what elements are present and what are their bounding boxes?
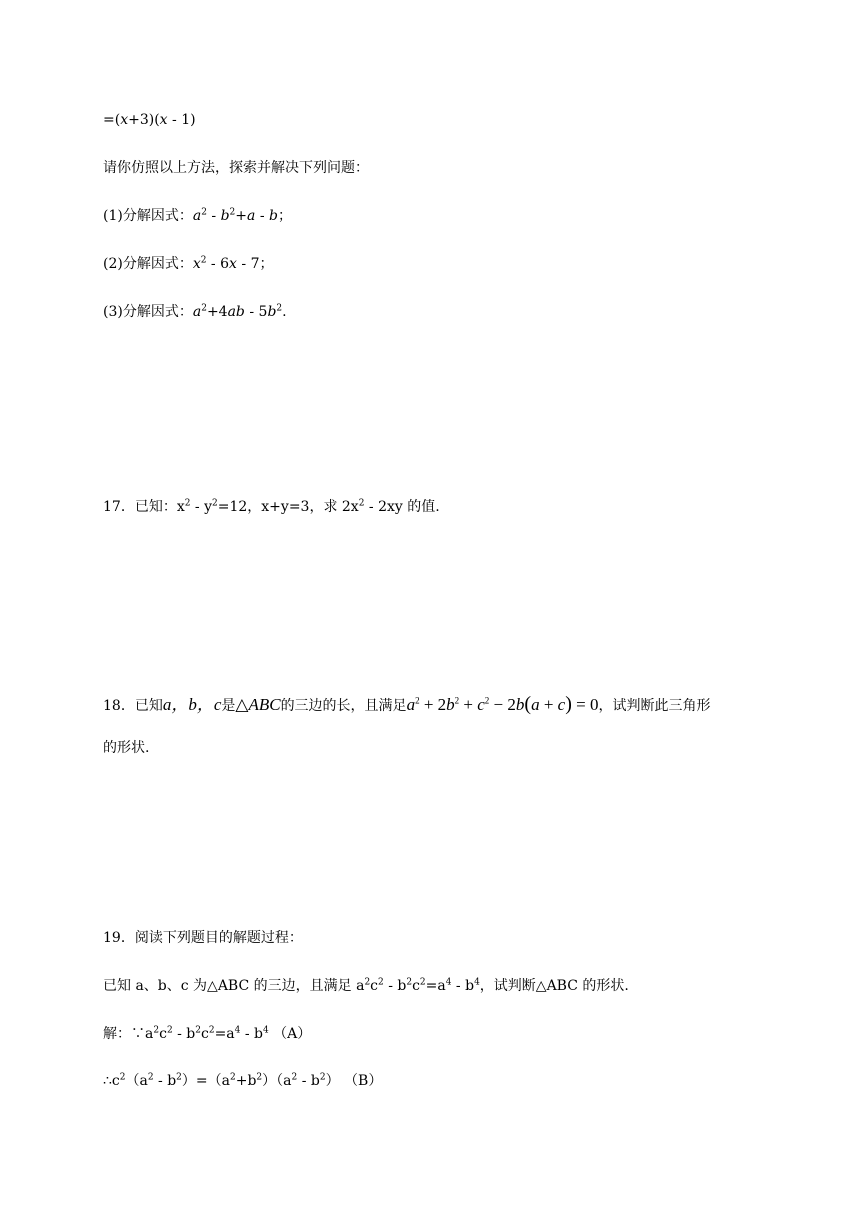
text: (3)分解因式： <box>103 304 193 320</box>
exp: 2 <box>166 1025 173 1036</box>
var: b <box>269 208 278 224</box>
text: （A） <box>268 1026 312 1042</box>
text: =12，x+y=3，求 2x <box>217 499 359 515</box>
text: c <box>159 1026 167 1042</box>
math-vars: a，b，c <box>162 695 222 714</box>
problem-19-given <box>103 976 629 996</box>
exp: 4 <box>445 977 452 988</box>
text: c <box>370 978 379 994</box>
exp: 4 <box>262 1025 269 1036</box>
exp: 2 <box>484 695 490 706</box>
exp: 2 <box>276 303 283 314</box>
text: . <box>282 304 287 320</box>
text: - b <box>297 1073 320 1089</box>
var: x <box>120 112 129 128</box>
exp: 2 <box>406 977 413 988</box>
text: 18．已知 <box>103 698 163 714</box>
problem-18 <box>103 692 710 718</box>
text: - b <box>172 1026 196 1042</box>
exp: 2 <box>319 1072 326 1083</box>
text: c <box>201 1026 209 1042</box>
paren: ) <box>565 693 572 715</box>
text: 的三边的长，且满足 <box>280 698 407 714</box>
exp: 2 <box>415 695 420 706</box>
exp: 2 <box>364 977 371 988</box>
instruction-line: 请你仿照以上方法，探索并解决下列问题： <box>103 160 369 176</box>
text: - b <box>153 1073 177 1089</box>
text: (1)分解因式： <box>103 208 193 224</box>
exp: 2 <box>378 977 384 988</box>
problem-17 <box>103 497 440 517</box>
question-3 <box>103 302 287 322</box>
exp: 2 <box>358 498 365 509</box>
text: - b <box>383 978 407 994</box>
text: 解：∵a <box>103 1026 154 1042</box>
var: b <box>267 304 277 320</box>
var: c <box>557 695 566 714</box>
question-1 <box>103 206 292 226</box>
exp: 2 <box>153 1025 160 1036</box>
equation <box>407 695 599 714</box>
exp: 4 <box>234 1025 241 1036</box>
exp: 2 <box>291 1072 298 1083</box>
text: - b <box>240 1026 263 1042</box>
text: - <box>206 208 221 224</box>
var: x <box>192 256 201 272</box>
text: + <box>235 208 248 224</box>
exp: 2 <box>454 695 460 706</box>
exp: 2 <box>147 1072 154 1083</box>
var: a <box>406 695 416 714</box>
text: ； <box>277 208 292 224</box>
exp: 2 <box>200 255 207 266</box>
exp: 2 <box>419 977 426 988</box>
text: ） （B） <box>325 1073 383 1089</box>
exp: 2 <box>256 1072 263 1083</box>
text: （a <box>125 1073 148 1089</box>
text: ，试判断△ABC 的形状. <box>479 978 629 994</box>
question-2 <box>103 254 273 274</box>
text: 已知 a、b、c 为△ABC 的三边，且满足 a <box>103 978 365 994</box>
text: ，试判断此三角形 <box>598 698 711 714</box>
exp: 2 <box>201 303 207 314</box>
text: =a <box>214 1026 235 1042</box>
text: - <box>255 208 270 224</box>
var: b <box>446 695 455 714</box>
text: =( <box>103 112 121 128</box>
text: - y <box>190 499 212 515</box>
text: +4 <box>206 304 228 320</box>
exp: 2 <box>176 1072 182 1083</box>
triangle-symbol: △ <box>235 695 249 714</box>
text: ∴c <box>103 1073 120 1089</box>
expression-line <box>103 110 196 130</box>
exp: 2 <box>212 498 218 509</box>
text: 是 <box>221 698 236 714</box>
var: x <box>229 256 237 272</box>
paren: ( <box>524 693 532 715</box>
text: - b <box>451 978 475 994</box>
var: a <box>247 208 256 224</box>
problem-19-solution <box>103 1024 311 1044</box>
problem-19-step <box>103 1071 382 1091</box>
var: a <box>192 304 202 320</box>
exp: 2 <box>119 1072 126 1083</box>
text: + 2 <box>419 695 447 714</box>
exp: 2 <box>201 207 207 218</box>
text: c <box>412 978 420 994</box>
problem-19-title: 19．阅读下列题目的解题过程： <box>103 930 303 946</box>
text: = 0 <box>571 695 599 714</box>
text: (2)分解因式： <box>103 256 193 272</box>
var: c <box>477 695 485 714</box>
text: - 2xy 的值. <box>364 499 440 515</box>
exp: 2 <box>195 1025 201 1036</box>
text: - 1) <box>167 112 196 128</box>
text: − 2 <box>489 695 516 714</box>
text: +b <box>235 1073 257 1089</box>
exp: 2 <box>229 207 236 218</box>
exp: 2 <box>208 1025 215 1036</box>
math-vars: ABC <box>248 695 281 714</box>
problem-18-cont: 的形状. <box>103 740 150 756</box>
var: a <box>192 208 202 224</box>
exp: 4 <box>474 977 480 988</box>
var: a <box>531 695 540 714</box>
var: x <box>159 112 168 128</box>
var: b <box>515 695 525 714</box>
text: + <box>539 695 558 714</box>
text: - 7； <box>236 256 274 272</box>
text: + <box>459 695 478 714</box>
text: 17．已知：x <box>103 499 185 515</box>
var: b <box>220 208 230 224</box>
text: =a <box>425 978 446 994</box>
text: - 5 <box>244 304 268 320</box>
var: ab <box>227 304 245 320</box>
text: ）（a <box>262 1073 292 1089</box>
exp: 2 <box>229 1072 236 1083</box>
text: - 6 <box>206 256 230 272</box>
text: ）=（a <box>181 1073 230 1089</box>
text: +3)( <box>128 112 160 128</box>
exp: 2 <box>184 498 191 509</box>
